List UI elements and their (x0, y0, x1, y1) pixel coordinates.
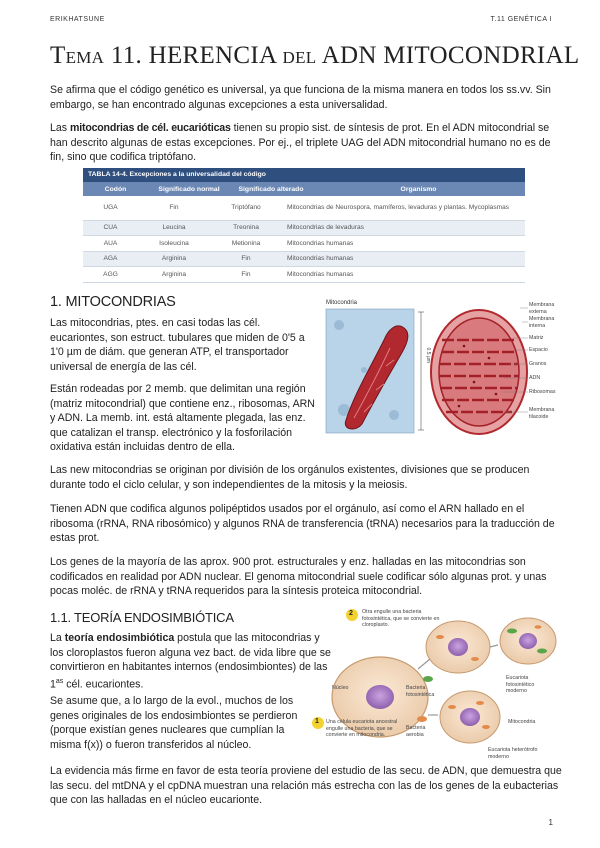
table-row: AGA Arginina Fin Mitocondrias humanas (83, 251, 525, 267)
s1-paragraph-2: Están rodeadas por 2 memb. que delimitan una región (matriz mitocondrial) que contiene enz., ribosomas, ARN y ADN. La memb. int. está altamente plegada, las enz. que catalizan el transp. electrónico y la fosforilación oxidativa están incluidas dentro de ella. (50, 383, 315, 454)
scale-label: 0.5 µm (424, 347, 431, 363)
photosynthetic-bacterium (423, 676, 433, 682)
page-number: 1 (548, 818, 553, 827)
label-bacteria-aerobia: Bacteria aerobia (406, 725, 426, 738)
table-row: CUA Leucina Treonina Mitocondrias de levaduras (83, 220, 525, 236)
header-left: ERIKHATSUNE (50, 16, 105, 23)
table-row: UGA Fin Triptófano Mitocondrias de Neurospora, mamíferos, levaduras y plantas. Mycoplasmas (83, 196, 525, 220)
label-adn: ADN (529, 375, 541, 381)
endosymbiosis-figure (310, 607, 560, 759)
table-row: AGG Arginina Fin Mitocondrias humanas (83, 267, 525, 283)
mitochondria-figure (324, 300, 556, 435)
label-mitocondria: Mitocondria (508, 719, 536, 725)
exceptions-table (83, 168, 525, 283)
section-heading-mitocondrias: 1. MITOCONDRIAS (50, 294, 176, 310)
s1-paragraph-4: Tienen ADN que codifica algunos polipéptidos usados por el orgánulo, así como el ARN hallado en el ribosoma (rRNA, RNA ribosómico) y algunos RNA de transferencia (tRNA) necesarios para la traducción de estas prot. (50, 503, 555, 545)
intro-paragraph: Se afirma que el código genético es universal, ya que funciona de la misma manera en todos los ss.vv. Sin embargo, se han encontrado algunas excepciones a esta universalidad. (50, 84, 551, 111)
nucleus (366, 685, 394, 709)
aerobic-bacterium (417, 716, 427, 722)
table-col-header: Organismo (400, 185, 437, 193)
cristae (439, 340, 519, 412)
label-granos: Granos (529, 361, 547, 367)
label-bacteria-fotosintetica: Bacteria fotosintética (406, 685, 435, 698)
label-membrana-interna: Membrana interna (529, 316, 555, 329)
s1-paragraph-1: Las mitocondrias, ptes. en casi todas las cél. eucariontes, son estruct. tubulares que miden de 0'5 a 1'0 µm de diám. que generan ATP, el transportador universal de energía de las cél. (50, 317, 305, 373)
table-col-header: Significado alterado (238, 185, 304, 193)
label-ribosomas: Ribosomas (529, 389, 556, 395)
table-header (83, 182, 525, 196)
table-row: AUA Isoleucina Metionina Mitocondrias humanas (83, 236, 525, 252)
section-heading-endosimbiotica: 1.1. TEORÍA ENDOSIMBIÓTICA (50, 610, 234, 625)
table-col-header: Significado normal (158, 185, 220, 193)
note-step-2: Otra engulle una bacteria fotosintética, que se convierte en cloroplasto. (362, 609, 440, 628)
label-eucariota-heterotrofo: Eucariota heterótrofo moderno (488, 747, 538, 760)
s1-paragraph-5: Los genes de la mayoría de las aprox. 900 prot. estructurales y enz. halladas en las mitocondrias son codificados en realidad por ADN nuclear. El genoma mitocondrial suele codificar sólo algunas prot. y unas pocas moléc. de rRNA y tRNA requeridos para la síntesis proteica mitocondrial. (50, 556, 547, 598)
note-step-1: Una célula eucariota ancestral engulle una bacteria, que se convierte en mitocondria. (326, 719, 398, 738)
mitochondria-illustration (324, 300, 556, 435)
table-col-header: Codón (104, 185, 127, 193)
label-membrana-externa: Membrana externa (529, 302, 555, 315)
label-eucariota-fotosintetico: Eucariota fotosintético moderno (506, 675, 535, 694)
mito-paragraph: Las mitocondrias de cél. eucarióticas tienen su propio sist. de síntesis de prot. En el ADN mitocondrial se han descrito algunas de estas excepciones. Por ej., el triplete UAG del ADN mitocondrial humano no es de fin, sino que codifica triptófano. (50, 122, 551, 164)
label-matriz: Matriz (529, 335, 544, 341)
page-title: TEMA 11. HERENCIA DEL ADN MITOCONDRIAL (50, 42, 580, 69)
s11-paragraph-1: La teoría endosimbiótica postula que las mitocondrias y los cloroplastos fueron alguna vez bact. de vida libre que se convirtieron en habitantes internos (endosimbiontes) de las $1^{as}$ cél. eucariontes. (50, 632, 331, 691)
s11-paragraph-2: Se asume que, a lo largo de la evol., muchos de los genes originales de los endosimbiontes se perdieron (porque existían genes nucleares que cumplían la misma f(x)) o fueron transferidos al núcleo. (50, 695, 298, 751)
label-nucleo: Núcleo (332, 685, 349, 691)
s11-paragraph-3: La evidencia más firme en favor de esta teoría proviene del estudio de las secu. de ADN, que demuestra que las secu. del mtDNA y el cpDNA muestran una relación más estrecha con las de los genes de la eubacterias que con las halladas en el núcleo eucarionte. (50, 765, 562, 807)
header-right: T.11 GENÉTICA I (490, 16, 552, 23)
step-1-label: 1 (315, 718, 319, 725)
s1-paragraph-3: Las new mitocondrias se originan por división de los orgánulos existentes, divisiones que se producen durante todo el ciclo celular, y son independientes de la mitosis y la meiosis. (50, 464, 530, 491)
label-membrana-tilacoide: Membrana tilacoide (529, 407, 555, 420)
label-espacio: Espacio (529, 347, 548, 353)
step-2-label: 2 (349, 610, 353, 617)
figure-title: Mitocondria (326, 300, 358, 306)
table-caption: TABLA 14-4. Excepciones a la universalidad del código (83, 168, 525, 182)
